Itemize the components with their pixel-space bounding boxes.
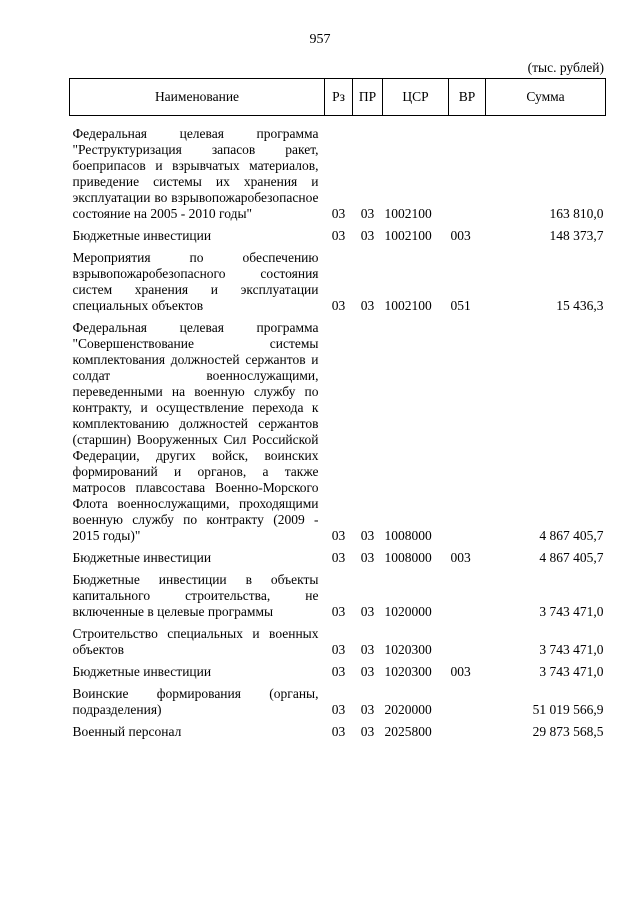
row-csr: 2025800 <box>384 724 432 739</box>
row-csr: 2020000 <box>384 702 432 717</box>
row-pr: 03 <box>360 664 375 679</box>
table-body <box>70 116 606 741</box>
table-row <box>70 116 606 223</box>
row-vr: 003 <box>450 550 471 565</box>
table-row <box>70 620 606 658</box>
page-number: 957 <box>309 32 331 47</box>
row-vr <box>449 566 486 620</box>
header-csr: ЦСР <box>383 79 449 116</box>
row-rz: 03 <box>331 550 346 565</box>
table-row <box>70 244 606 314</box>
row-name: Мероприятия по обеспечению взрывопожаробезопасного состояния систем хранения и эксплуатации специальных объектов <box>72 250 319 313</box>
row-name: Военный персонал <box>72 724 182 739</box>
row-name: Бюджетные инвестиции <box>72 550 212 565</box>
row-rz: 03 <box>331 664 346 679</box>
header-sum: Сумма <box>486 79 606 116</box>
row-name: Бюджетные инвестиции <box>72 664 212 679</box>
row-vr <box>449 116 486 223</box>
row-csr: 1002100 <box>384 298 432 313</box>
row-vr: 051 <box>450 298 471 313</box>
row-name: Бюджетные инвестиции <box>72 228 212 243</box>
units-label: (тыс. рублей) <box>527 60 604 75</box>
row-rz: 03 <box>331 228 346 243</box>
row-sum: 29 873 568,5 <box>532 724 604 739</box>
header-name: Наименование <box>70 79 325 116</box>
row-sum: 3 743 471,0 <box>539 642 604 657</box>
table-row <box>70 658 606 680</box>
row-pr: 03 <box>360 550 375 565</box>
table-row <box>70 718 606 740</box>
row-csr: 1002100 <box>384 228 432 243</box>
row-vr <box>449 314 486 544</box>
header-pr: ПР <box>353 79 383 116</box>
row-vr <box>449 620 486 658</box>
row-rz: 03 <box>331 724 346 739</box>
row-sum: 15 436,3 <box>556 298 604 313</box>
row-csr: 1008000 <box>384 528 432 543</box>
row-name: Строительство специальных и военных объектов <box>72 626 319 657</box>
row-rz: 03 <box>331 604 346 619</box>
budget-table <box>69 78 606 740</box>
row-sum: 148 373,7 <box>549 228 604 243</box>
row-csr: 1020300 <box>384 642 432 657</box>
row-csr: 1020000 <box>384 604 432 619</box>
row-pr: 03 <box>360 528 375 543</box>
row-name: Федеральная целевая программа "Реструктуризация запасов ракет, боеприпасов и взрывчатых материалов, приведение системы их хранения и эксплуатации во взрывопожаробезопасное состояние на 2005 - 2010 годы" <box>72 126 319 221</box>
header-vr: ВР <box>449 79 486 116</box>
row-sum: 4 867 405,7 <box>539 550 604 565</box>
table-row <box>70 314 606 544</box>
row-sum: 163 810,0 <box>549 206 604 221</box>
row-pr: 03 <box>360 298 375 313</box>
table-row <box>70 680 606 718</box>
table-header <box>70 79 606 116</box>
row-sum: 4 867 405,7 <box>539 528 604 543</box>
row-name: Федеральная целевая программа "Совершенствование системы комплектования должностей сержантов и солдат военнослужащими, переведенными на военную службу по контракту, и осуществление перехода к комплектованию должностей сержантов (старшин) Вооруженных Сил Российской Федерации, других войск, воинских формирований и органов, а также матросов плавсостава Военно-Морского Флота военнослужащими, проходящими военную службу по контракту (2009 - 2015 годы)" <box>72 320 319 543</box>
row-rz: 03 <box>331 702 346 717</box>
row-csr: 1002100 <box>384 206 432 221</box>
table-row <box>70 222 606 244</box>
row-rz: 03 <box>331 298 346 313</box>
row-pr: 03 <box>360 604 375 619</box>
row-vr: 003 <box>450 664 471 679</box>
table-row <box>70 566 606 620</box>
row-sum: 51 019 566,9 <box>532 702 604 717</box>
row-sum: 3 743 471,0 <box>539 664 604 679</box>
row-pr: 03 <box>360 206 375 221</box>
row-rz: 03 <box>331 642 346 657</box>
row-name: Бюджетные инвестиции в объекты капитального строительства, не включенные в целевые программы <box>72 572 319 619</box>
table-row <box>70 544 606 566</box>
row-pr: 03 <box>360 702 375 717</box>
row-csr: 1008000 <box>384 550 432 565</box>
row-sum: 3 743 471,0 <box>539 604 604 619</box>
row-vr <box>449 680 486 718</box>
row-pr: 03 <box>360 724 375 739</box>
row-name: Воинские формирования (органы, подразделения) <box>72 686 319 717</box>
header-rz: Рз <box>325 79 353 116</box>
row-vr <box>449 718 486 740</box>
row-rz: 03 <box>331 528 346 543</box>
row-pr: 03 <box>360 642 375 657</box>
row-pr: 03 <box>360 228 375 243</box>
row-csr: 1020300 <box>384 664 432 679</box>
row-vr: 003 <box>450 228 471 243</box>
row-rz: 03 <box>331 206 346 221</box>
